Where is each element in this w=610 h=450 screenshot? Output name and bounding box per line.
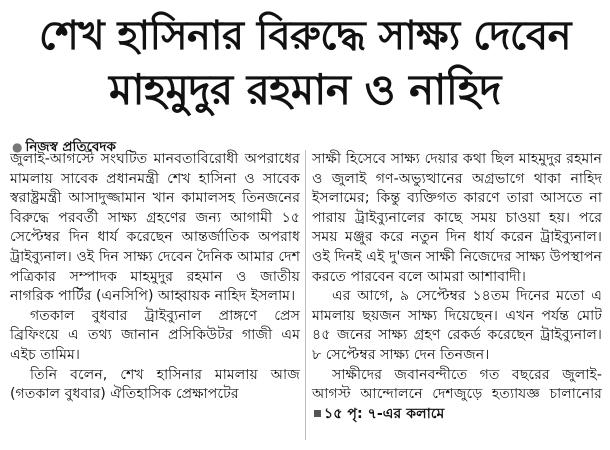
square-icon xyxy=(314,410,321,417)
paragraph xyxy=(312,366,602,425)
continuation-note xyxy=(312,406,444,422)
paragraph: তিনি বলেন, শেখ হাসিনার মামলায় আজ (গতকাল বুধবার) ঐতিহাসিক প্রেক্ষাপটের xyxy=(10,366,300,403)
headline-line-2: মাহমুদুর রহমান ও নাহিদ xyxy=(109,65,501,114)
paragraph: গতকাল বুধবার ট্রাইব্যুনাল প্রাঙ্গণে প্রেস ব্রিফিংয়ে এ তথ্য জানান প্রসিকিউটর গাজী এম এইচ তামিম। xyxy=(10,307,300,363)
paragraph: সাক্ষী হিসেবে সাক্ষ্য দেয়ার কথা ছিল মাহমুদুর রহমান ও জুলাই গণ-অভ্যুত্থানের অগ্রভাগে থাকা নাহিদ ইসলামের; কিন্তু ব্যক্তিগত কারণে তারা আসতে না পারায় ট্রাইব্যুনালের কাছে সময় চাওয়া হয়। পরে সময় মঞ্জুর করে নতুন দিন ধার্য করেন ট্রাইব্যুনাল। ওই দিনই এই দু'জন সাক্ষী নিজেদের সাক্ষ্য উপস্থাপন করতে পারবেন বলে আমরা আশাবাদী। xyxy=(312,151,602,285)
right-column xyxy=(312,150,602,424)
byline-text: নিজস্ব প্রতিবেদক xyxy=(25,139,116,155)
paragraph: জুলাই-আগস্টে সংঘটিত মানবতাবিরোধী অপরাধের মামলায় সাবেক প্রধানমন্ত্রী শেখ হাসিনা ও সাবেক স্বরাষ্ট্রমন্ত্রী আসাদুজ্জামান খান কামালসহ তিনজনের বিরুদ্ধে পরবর্তী সাক্ষ্য গ্রহণের জন্য আগামী ১৫ সেপ্টেম্বর দিন ধার্য করেছেন আন্তর্জাতিক অপরাধ ট্রাইব্যুনাল। ওই দিন সাক্ষ্য দেবেন দৈনিক আমার দেশ পত্রিকার সম্পাদক মাহমুদুর রহমান ও জাতীয় নাগরিক পার্টির (এনসিপি) আহ্বায়ক নাহিদ ইসলাম। xyxy=(10,151,300,305)
left-column xyxy=(10,150,300,405)
column-divider xyxy=(305,150,306,440)
headline-line-1: শেখ হাসিনার বিরুদ্ধে সাক্ষ্য দেবেন xyxy=(38,13,572,59)
bullet-icon: ● xyxy=(12,140,23,154)
paragraph-text: সাক্ষীদের জবানবন্দীতে গত বছরের জুলাই-আগস্ট আন্দোলনে দেশজুড়ে হত্যাযজ্ঞ চালানোর xyxy=(312,366,602,403)
paragraph: এর আগে, ৯ সেপ্টেম্বর ১৪তম দিনের মতো এ মামলায় ছয়জন সাক্ষ্য দিয়েছেন। এখন পর্যন্ত মোট ৪৫ জনের সাক্ষ্য গ্রহণ রেকর্ড করেছেন ট্রাইব্যুনাল। ৮ সেপ্টেম্বর সাক্ষ্য দেন তিনজন। xyxy=(312,288,602,363)
continuation-text: ১৫ পৃ: ৭-এর কলামে xyxy=(324,405,445,422)
